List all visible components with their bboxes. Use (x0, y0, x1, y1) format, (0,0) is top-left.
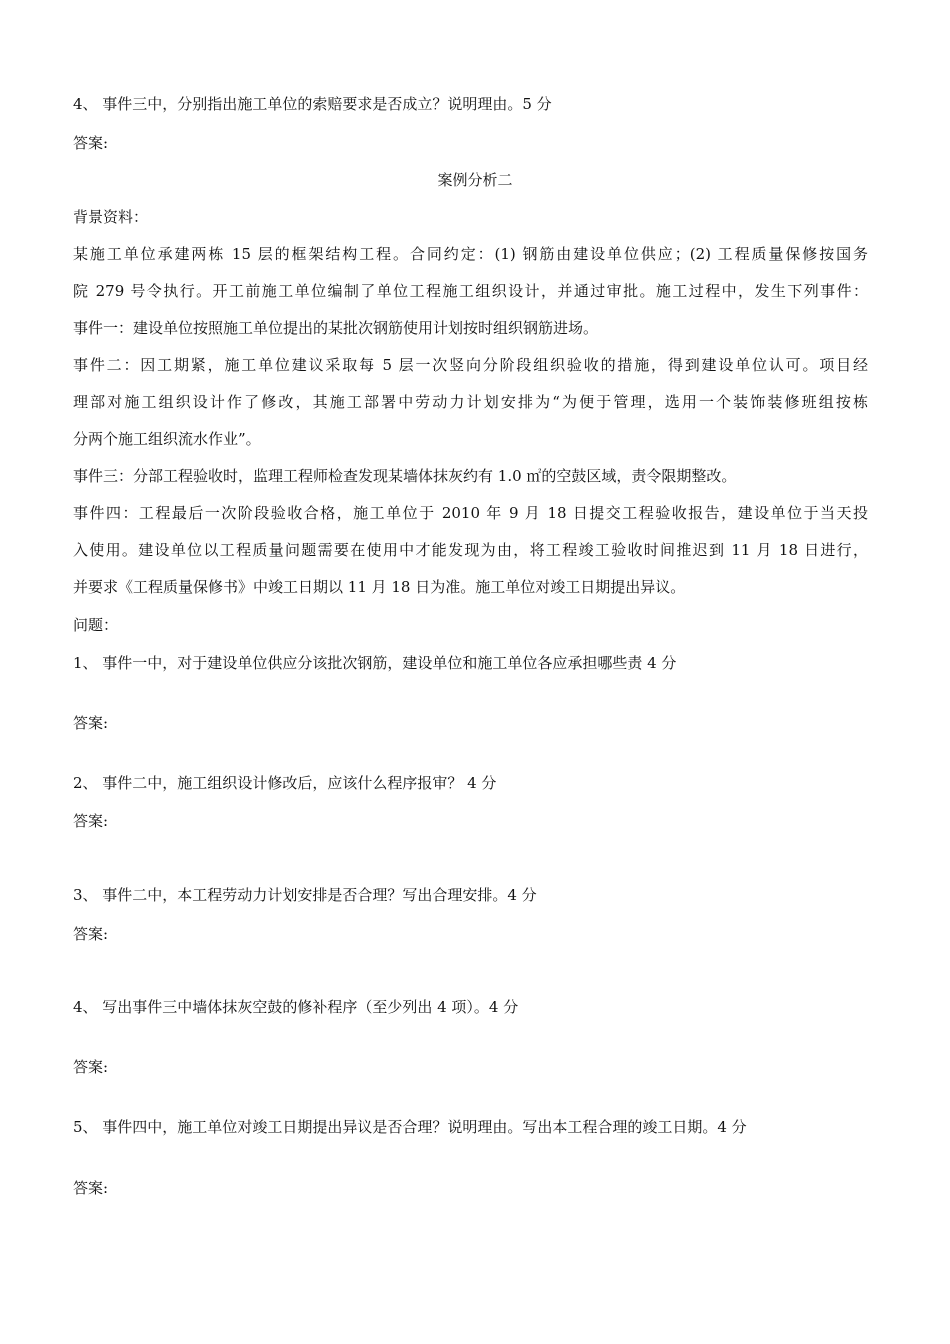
case-title: 案例分析二 (437, 171, 513, 189)
prev-answer-label: 答案: (73, 134, 109, 152)
answer-1-label: 答案: (73, 714, 109, 732)
background-paragraph-line-1: 某施工单位承建两栋 15 层的框架结构工程。合同约定：(1) 钢筋由建设单位供应；(2) 工程质量保修按国务 (73, 245, 868, 263)
answer-3-label: 答案: (73, 925, 109, 943)
event-4-line-2: 入使用。建设单位以工程质量问题需要在使用中才能发现为由，将工程竣工验收时间推迟到 11 月 18 日进行， (73, 541, 868, 559)
event-2-line-2: 理部对施工组织设计作了修改，其施工部署中劳动力计划安排为“为便于管理，选用一个装饰装修班组按栋 (73, 393, 868, 411)
event-2-line-3: 分两个施工组织流水作业”。 (73, 430, 261, 448)
event-2-line-1: 事件二：因工期紧，施工单位建议采取每 5 层一次竖向分阶段组织验收的措施，得到建设单位认可。项目经 (73, 356, 868, 374)
answer-4-label: 答案: (73, 1058, 109, 1076)
event-3: 事件三：分部工程验收时，监理工程师检查发现某墙体抹灰约有 1.0 ㎡的空鼓区域，责令限期整改。 (73, 467, 737, 485)
question-3: 3、 事件二中，本工程劳动力计划安排是否合理？写出合理安排。4 分 (73, 886, 537, 904)
event-4-line-3: 并要求《工程质量保修书》中竣工日期以 11 月 18 日为准。施工单位对竣工日期提出异议。 (73, 578, 686, 596)
question-1: 1、 事件一中，对于建设单位供应分该批次钢筋，建设单位和施工单位各应承担哪些责 4 分 (73, 654, 677, 672)
answer-5-label: 答案: (73, 1179, 109, 1197)
event-4-line-1: 事件四：工程最后一次阶段验收合格，施工单位于 2010 年 9 月 18 日提交工程验收报告，建设单位于当天投 (73, 504, 868, 522)
background-paragraph-line-2: 院 279 号令执行。开工前施工单位编制了单位工程施工组织设计，并通过审批。施工过程中，发生下列事件： (73, 282, 868, 300)
question-5: 5、 事件四中，施工单位对竣工日期提出异议是否合理？说明理由。写出本工程合理的竣工日期。4 分 (73, 1118, 747, 1136)
questions-label: 问题： (73, 616, 119, 634)
background-label: 背景资料： (73, 208, 149, 226)
question-4: 4、 写出事件三中墙体抹灰空鼓的修补程序（至少列出 4 项）。4 分 (73, 998, 519, 1016)
question-2: 2、 事件二中，施工组织设计修改后，应该什么程序报审？ 4 分 (73, 774, 497, 792)
event-1: 事件一：建设单位按照施工单位提出的某批次钢筋使用计划按时组织钢筋进场。 (73, 319, 599, 337)
answer-2-label: 答案: (73, 812, 109, 830)
prev-question-4: 4、 事件三中，分别指出施工单位的索赔要求是否成立？说明理由。5 分 (73, 95, 552, 113)
